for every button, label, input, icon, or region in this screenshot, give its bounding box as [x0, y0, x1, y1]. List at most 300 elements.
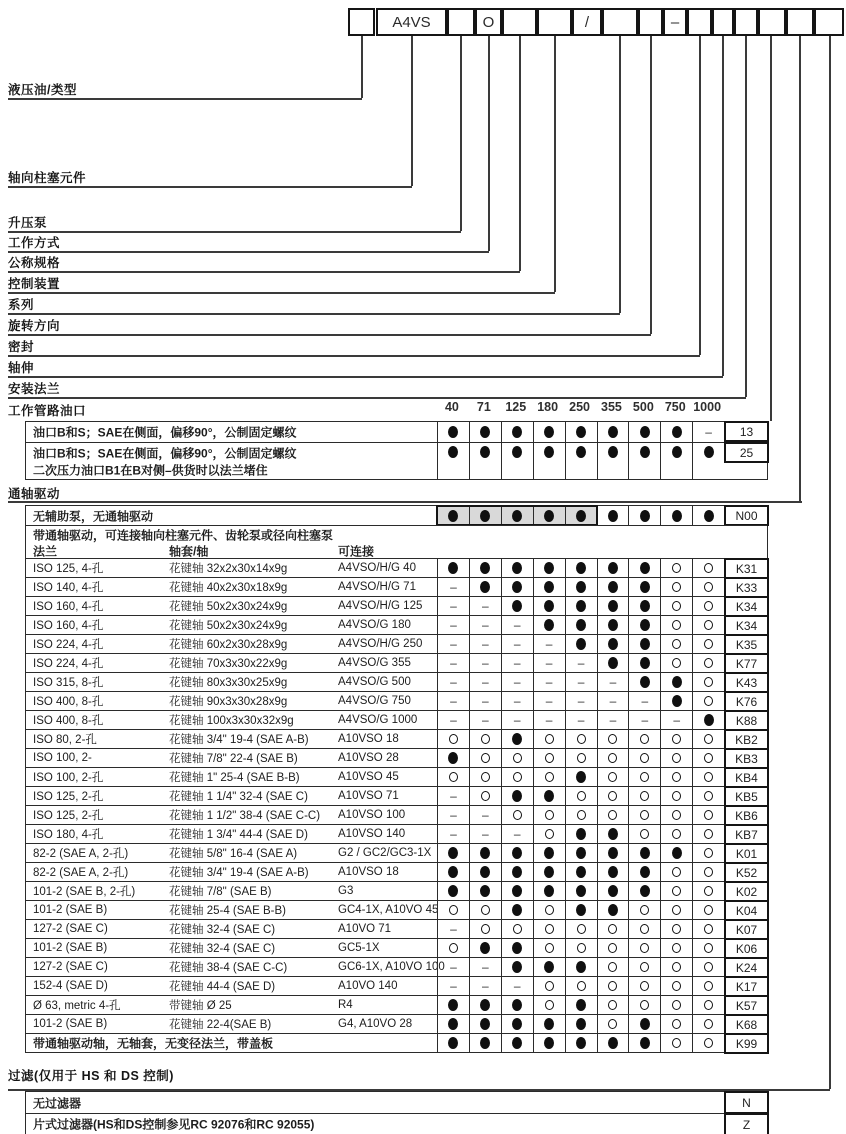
availability-cell: [565, 977, 597, 995]
code-box: [712, 8, 734, 36]
filled-dot-icon: [480, 999, 490, 1011]
open-circle-icon: [704, 639, 713, 649]
availability-cell: [692, 768, 724, 786]
open-circle-icon: [672, 772, 681, 782]
drive-row: [26, 881, 767, 900]
size-header: 40: [444, 400, 459, 414]
flange-cell: 101-2 (SAE B): [33, 942, 108, 954]
availability-cell: [597, 654, 629, 672]
connector-vertical-line: [619, 36, 621, 313]
code-badge: K99: [724, 1033, 769, 1054]
open-circle-icon: [608, 1000, 617, 1010]
open-circle-icon: [704, 620, 713, 630]
open-circle-icon: [577, 810, 586, 820]
availability-cell: [692, 958, 724, 976]
filled-dot-icon: [448, 1018, 458, 1030]
label-underline: [8, 355, 700, 357]
flange-cell: ISO 224, 4-孔: [33, 639, 104, 651]
flange-cell: ISO 160, 4-孔: [33, 601, 104, 613]
availability-cell: [501, 787, 533, 805]
attach-cell: R4: [338, 999, 353, 1011]
connector-vertical-line: [554, 36, 556, 292]
availability-cell: [469, 768, 501, 786]
availability-cell: [660, 443, 692, 479]
availability-cell: [437, 635, 469, 653]
dash-icon: –: [450, 960, 457, 974]
code-box: [758, 8, 786, 36]
open-circle-icon: [545, 829, 554, 839]
connector-vertical-line: [829, 36, 831, 1089]
open-circle-icon: [640, 962, 649, 972]
filled-dot-icon: [512, 446, 522, 458]
open-circle-icon: [608, 734, 617, 744]
open-circle-icon: [481, 791, 490, 801]
open-circle-icon: [704, 924, 713, 934]
availability-cell: [565, 749, 597, 767]
open-circle-icon: [704, 1019, 713, 1029]
availability-cell: [469, 692, 501, 710]
filled-dot-icon: [576, 510, 586, 522]
dash-icon: –: [450, 599, 457, 613]
availability-cell: [565, 958, 597, 976]
flange-cell: 101-2 (SAE B, 2-孔): [33, 886, 136, 898]
through-drive-title: 通轴驱动: [8, 487, 61, 501]
dash-icon: –: [450, 618, 457, 632]
flange-cell: ISO 315, 8-孔: [33, 677, 104, 689]
filled-dot-icon: [640, 619, 650, 631]
code-box: [447, 8, 475, 36]
dash-icon: –: [481, 618, 489, 632]
availability-cell: [501, 506, 533, 525]
availability-cell: [692, 730, 724, 748]
dash-icon: –: [641, 713, 649, 727]
availability-cell: [469, 1015, 501, 1033]
filled-dot-icon: [480, 446, 490, 458]
filled-dot-icon: [544, 600, 554, 612]
code-badge: K07: [724, 919, 769, 940]
code-badge: N00: [724, 505, 769, 526]
availability-cell: [565, 673, 597, 691]
availability-cell: [628, 1034, 660, 1052]
code-badge: K33: [724, 577, 769, 598]
open-circle-icon: [672, 867, 681, 877]
shaft-cell: 花键轴 50x2x30x24x9g: [169, 620, 288, 632]
availability-cell: [533, 1034, 565, 1052]
availability-cell: [501, 635, 533, 653]
dash-icon: –: [513, 979, 521, 993]
availability-cell: [565, 768, 597, 786]
attach-cell: A10VSO 100: [338, 809, 406, 821]
dash-icon: –: [545, 675, 553, 689]
open-circle-icon: [481, 905, 490, 915]
availability-cell: [628, 806, 660, 824]
availability-cell: [597, 825, 629, 843]
availability-cell: [628, 673, 660, 691]
availability-cell: [469, 711, 501, 729]
availability-cell: [533, 768, 565, 786]
drive-row: [26, 615, 767, 634]
availability-cell: [469, 882, 501, 900]
availability-cell: [660, 597, 692, 615]
code-badge: K35: [724, 634, 769, 655]
availability-cell: [565, 597, 597, 615]
availability-cell: [437, 825, 469, 843]
shaft-cell: 花键轴 25-4 (SAE B-B): [169, 905, 286, 917]
dash-icon: –: [450, 637, 457, 651]
availability-cell: [565, 882, 597, 900]
open-circle-icon: [513, 753, 522, 763]
availability-cell: [660, 1015, 692, 1033]
open-circle-icon: [640, 981, 649, 991]
availability-cell: [565, 559, 597, 577]
availability-cell: [597, 635, 629, 653]
open-circle-icon: [545, 772, 554, 782]
availability-cell: [692, 825, 724, 843]
availability-cell: [628, 597, 660, 615]
flange-cell: 101-2 (SAE B): [33, 1018, 108, 1030]
open-circle-icon: [513, 810, 522, 820]
availability-cell: [501, 443, 533, 479]
availability-cell: [660, 422, 692, 442]
drive-row: [26, 995, 767, 1014]
dash-icon: –: [513, 675, 521, 689]
availability-cell: [628, 749, 660, 767]
connector-vertical-line: [411, 36, 413, 186]
drive-row: [26, 672, 767, 691]
availability-cell: [628, 711, 660, 729]
filled-dot-icon: [448, 847, 458, 859]
availability-cell: [597, 996, 629, 1014]
availability-cell: [469, 958, 501, 976]
availability-cell: [501, 749, 533, 767]
filled-dot-icon: [480, 1018, 490, 1030]
port-desc: 油口B和S；SAE在侧面，偏移90°，公制固定螺纹: [33, 425, 297, 440]
filled-dot-icon: [544, 581, 554, 593]
availability-cell: [437, 939, 469, 957]
availability-cell: [565, 996, 597, 1014]
dash-icon: –: [481, 656, 489, 670]
filled-dot-icon: [640, 1018, 650, 1030]
spec-label: 公称规格: [8, 256, 61, 270]
code-badge: 13: [724, 421, 769, 442]
connector-vertical-line: [361, 36, 363, 98]
drive-row: [26, 900, 767, 919]
availability-cell: [660, 825, 692, 843]
code-box: O: [475, 8, 502, 36]
availability-cell: [692, 806, 724, 824]
filled-dot-icon: [704, 510, 714, 522]
filled-dot-icon: [480, 847, 490, 859]
dash-icon: –: [705, 425, 712, 439]
drive-row: [26, 577, 767, 596]
availability-cell: [628, 825, 660, 843]
availability-cell: [597, 882, 629, 900]
availability-cell: [660, 863, 692, 881]
availability-cell: [628, 1015, 660, 1033]
dash-icon: –: [450, 808, 457, 822]
filled-dot-icon: [672, 695, 682, 707]
availability-cell: [533, 996, 565, 1014]
attach-cell: G2 / GC2/GC3-1X: [338, 847, 432, 859]
drive-row: [26, 938, 767, 957]
filled-dot-icon: [544, 426, 554, 438]
filled-dot-icon: [480, 866, 490, 878]
filled-dot-icon: [576, 600, 586, 612]
open-circle-icon: [640, 734, 649, 744]
open-circle-icon: [545, 924, 554, 934]
dash-icon: –: [481, 808, 489, 822]
availability-cell: [533, 958, 565, 976]
attach-cell: G4, A10VO 28: [338, 1018, 413, 1030]
availability-cell: [565, 1034, 597, 1052]
code-box: A4VS: [376, 8, 447, 36]
attach-cell: A10VSO 71: [338, 790, 399, 802]
open-circle-icon: [640, 905, 649, 915]
attach-cell: GC6-1X, A10VO 100: [338, 961, 445, 973]
availability-cell: [660, 749, 692, 767]
open-circle-icon: [672, 924, 681, 934]
open-circle-icon: [640, 1000, 649, 1010]
shaft-cell: 花键轴 90x3x30x28x9g: [169, 696, 288, 708]
open-circle-icon: [577, 734, 586, 744]
drive-row: [26, 976, 767, 995]
size-header: 125: [505, 400, 527, 414]
filled-dot-icon: [544, 1037, 554, 1049]
open-circle-icon: [672, 753, 681, 763]
filled-dot-icon: [672, 510, 682, 522]
availability-cell: [660, 654, 692, 672]
availability-cell: [437, 901, 469, 919]
availability-cell: [660, 996, 692, 1014]
availability-cell: [469, 730, 501, 748]
shaft-cell: 花键轴 7/8" (SAE B): [169, 886, 272, 898]
availability-cell: [469, 673, 501, 691]
open-circle-icon: [640, 943, 649, 953]
filled-dot-icon: [512, 426, 522, 438]
size-header: 500: [632, 400, 654, 414]
open-circle-icon: [704, 563, 713, 573]
availability-cell: [469, 901, 501, 919]
availability-cell: [628, 578, 660, 596]
connector-vertical-line: [722, 36, 724, 376]
availability-cell: [628, 901, 660, 919]
availability-cell: [597, 768, 629, 786]
filled-dot-icon: [672, 676, 682, 688]
code-badge: K77: [724, 653, 769, 674]
availability-cell: [437, 597, 469, 615]
availability-cell: [501, 578, 533, 596]
availability-cell: [628, 422, 660, 442]
filled-dot-icon: [576, 828, 586, 840]
shaft-cell: 花键轴 100x3x30x32x9g: [169, 715, 294, 727]
shaft-cell: 花键轴 1 3/4" 44-4 (SAE D): [169, 829, 308, 841]
filled-dot-icon: [640, 676, 650, 688]
dash-icon: –: [545, 713, 553, 727]
connector-vertical-line: [519, 36, 521, 271]
filled-dot-icon: [640, 581, 650, 593]
availability-cell: [628, 654, 660, 672]
availability-cell: [469, 422, 501, 442]
drive-row: [26, 843, 767, 862]
ports-table: [25, 421, 768, 480]
code-box: /: [572, 8, 602, 36]
open-circle-icon: [704, 1000, 713, 1010]
code-badge: K01: [724, 843, 769, 864]
filled-dot-icon: [512, 866, 522, 878]
code-badge: KB5: [724, 786, 769, 807]
availability-cell: [501, 422, 533, 442]
filled-dot-icon: [512, 1037, 522, 1049]
availability-cell: [692, 882, 724, 900]
open-circle-icon: [672, 582, 681, 592]
availability-cell: [692, 996, 724, 1014]
flange-cell: ISO 140, 4-孔: [33, 582, 104, 594]
section-underline: [8, 501, 802, 503]
filled-dot-icon: [544, 446, 554, 458]
flange-cell: 101-2 (SAE B): [33, 904, 108, 916]
availability-cell: [660, 844, 692, 862]
filled-dot-icon: [640, 426, 650, 438]
availability-cell: [469, 443, 501, 479]
availability-cell: [533, 920, 565, 938]
filled-dot-icon: [544, 847, 554, 859]
availability-cell: [533, 1015, 565, 1033]
dash-icon: –: [545, 656, 553, 670]
filled-dot-icon: [608, 1037, 618, 1049]
availability-cell: [628, 730, 660, 748]
availability-cell: [597, 977, 629, 995]
open-circle-icon: [449, 772, 458, 782]
availability-cell: [692, 597, 724, 615]
connector-vertical-line: [770, 36, 772, 421]
dash-icon: –: [513, 656, 521, 670]
shaft-cell: 花键轴 22-4(SAE B): [169, 1019, 272, 1031]
attach-cell: GC4-1X, A10VO 45: [338, 904, 439, 916]
code-badge: KB7: [724, 824, 769, 845]
open-circle-icon: [704, 1038, 713, 1048]
dash-icon: –: [481, 827, 489, 841]
availability-cell: [437, 654, 469, 672]
availability-cell: [469, 806, 501, 824]
filled-dot-icon: [544, 1018, 554, 1030]
availability-cell: [501, 901, 533, 919]
drive-row: [26, 957, 767, 976]
flange-cell: ISO 400, 8-孔: [33, 715, 104, 727]
availability-cell: [501, 711, 533, 729]
code-badge: 25: [724, 442, 769, 463]
spec-label: 升压泵: [8, 216, 48, 230]
connector-vertical-line: [460, 36, 462, 231]
attach-cell: A10VSO 28: [338, 752, 399, 764]
filled-dot-icon: [480, 885, 490, 897]
availability-cell: [628, 977, 660, 995]
open-circle-icon: [704, 772, 713, 782]
open-circle-icon: [672, 962, 681, 972]
code-box: [814, 8, 844, 36]
dash-icon: –: [450, 922, 457, 936]
filled-dot-icon: [640, 657, 650, 669]
availability-cell: [565, 506, 597, 525]
attach-cell: A4VSO/H/G 250: [338, 638, 423, 650]
shaft-cell: 花键轴 40x2x30x18x9g: [169, 582, 288, 594]
availability-cell: [628, 443, 660, 479]
drive-row: [26, 653, 767, 672]
dash-icon: –: [545, 694, 553, 708]
availability-cell: [597, 578, 629, 596]
label-underline: [8, 334, 651, 336]
availability-cell: [660, 673, 692, 691]
open-circle-icon: [640, 924, 649, 934]
open-circle-icon: [513, 924, 522, 934]
availability-cell: [533, 559, 565, 577]
availability-cell: [660, 882, 692, 900]
filled-dot-icon: [512, 733, 522, 745]
availability-cell: [565, 825, 597, 843]
dash-icon: –: [513, 713, 521, 727]
filled-dot-icon: [608, 904, 618, 916]
code-badge: K04: [724, 900, 769, 921]
availability-cell: [692, 844, 724, 862]
availability-cell: [437, 506, 469, 525]
dash-icon: –: [481, 599, 489, 613]
code-badge: N: [724, 1091, 769, 1114]
availability-cell: [469, 844, 501, 862]
open-circle-icon: [704, 791, 713, 801]
open-circle-icon: [672, 734, 681, 744]
availability-cell: [660, 559, 692, 577]
code-badge: K76: [724, 691, 769, 712]
open-circle-icon: [672, 943, 681, 953]
drive-row: [26, 710, 767, 729]
filled-dot-icon: [576, 426, 586, 438]
dash-icon: –: [577, 656, 585, 670]
drive-row: [26, 558, 767, 577]
filled-dot-icon: [480, 581, 490, 593]
shaft-cell: 花键轴 70x3x30x22x9g: [169, 658, 288, 670]
open-circle-icon: [545, 981, 554, 991]
filled-dot-icon: [576, 961, 586, 973]
flange-cell: 127-2 (SAE C): [33, 961, 108, 973]
dash-icon: –: [450, 580, 457, 594]
ports-row: [26, 422, 767, 442]
availability-cell: [501, 730, 533, 748]
availability-cell: [501, 920, 533, 938]
shaft-cell: 带键轴 Ø 25: [169, 1000, 232, 1012]
availability-cell: [437, 958, 469, 976]
attach-cell: A4VSO/G 180: [338, 619, 411, 631]
open-circle-icon: [704, 601, 713, 611]
availability-cell: [437, 578, 469, 596]
attach-cell: A4VSO/H/G 125: [338, 600, 423, 612]
filled-dot-icon: [704, 714, 714, 726]
code-box: [734, 8, 758, 36]
dash-icon: –: [513, 618, 521, 632]
connector-vertical-line: [488, 36, 490, 251]
availability-cell: [565, 711, 597, 729]
open-circle-icon: [672, 658, 681, 668]
open-circle-icon: [545, 905, 554, 915]
availability-cell: [692, 506, 724, 525]
attach-cell: A4VSO/G 355: [338, 657, 411, 669]
open-circle-icon: [704, 848, 713, 858]
filled-dot-icon: [448, 446, 458, 458]
filled-dot-icon: [576, 1018, 586, 1030]
availability-cell: [469, 996, 501, 1014]
spec-label: 液压油/类型: [8, 83, 77, 97]
availability-cell: [501, 939, 533, 957]
filled-dot-icon: [512, 999, 522, 1011]
open-circle-icon: [704, 677, 713, 687]
